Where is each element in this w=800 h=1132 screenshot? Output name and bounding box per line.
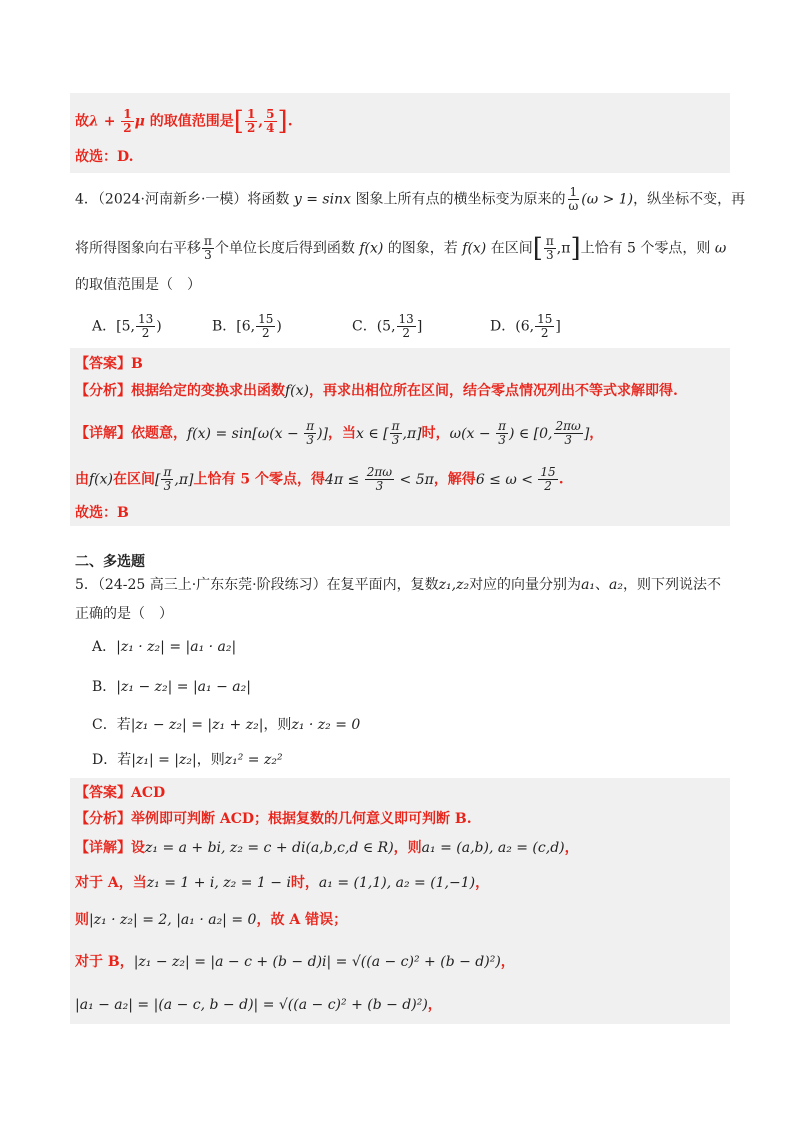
q5-option-a[interactable]: A．|z₁ · z₂| = |a₁ · a₂| [92,639,237,655]
fraction: $\frac{5}{4}$ [266,107,275,135]
q5-case-b: 对于 B，|z₁ − z₂| = |a − c + (b − d)i| = √((a − c)² + (b − d)²)， [75,954,515,970]
fraction: $\frac{\pi}{3}$ [545,234,554,262]
q5-option-d[interactable]: D．若|z₁| = |z₂|，则z₁² = z₂² [92,752,283,768]
q5-case-a: 对于 A，当z₁ = 1 + i, z₂ = 1 − i时，a₁ = (1,1), a₂ = (1,−1)， [75,875,490,891]
section-heading: 二、多选题 [75,554,145,570]
q4-stem-line3: 的取值范围是（ ） [75,277,201,293]
q4-derivation: 由f(x)在区间[ $\frac{\pi}{3}$ ,π]上恰有 5 个零点，得4π ≤ $\frac{2\pi\omega}{3}$ < 5π，解得6 ≤ ω < $\frac{15}{2}$ . [75,465,564,493]
q5-answer: 【答案】ACD [75,785,166,801]
fraction: $\frac{1}{\omega}$ [568,185,579,213]
fraction: $\frac{\pi}{3}$ [204,234,212,262]
q5-case-b-vector: |a₁ − a₂| = |(a − c, b − d)| = √((a − c)² + (b − d)²)， [75,997,442,1013]
q4-option-d[interactable]: D．(6, $\frac{15}{2}$ ] [490,312,561,340]
q5-option-c[interactable]: C．若|z₁ − z₂| = |z₁ + z₂|，则z₁ · z₂ = 0 [92,717,361,733]
q4-option-a[interactable]: A．[5, $\frac{13}{2}$ ) [92,312,162,340]
q4-stem-line1: 4．（2024·河南新乡·一模）将函数 y = sinx 图象上所有点的横坐标变为原来的 $\frac{1}{\omega}$ (ω > 1)，纵坐标不变，再 [75,185,746,213]
q4-option-b[interactable]: B．[6, $\frac{15}{2}$ ) [212,312,282,340]
fraction: $\frac{1}{2}$ [123,107,132,135]
q5-stem-line2: 正确的是（ ） [75,606,173,622]
q4-analysis: 【分析】根据给定的变换求出函数f(x)，再求出相位所在区间，结合零点情况列出不等式求解即得. [75,383,678,399]
q4-stem-line2: 将所得图象向右平移 $\frac{\pi}{3}$ 个单位长度后得到函数 f(x) 的图象，若 f(x) 在区间[ $\frac{\pi}{3}$ ,π]上恰有 5 个零点，则 ω [75,233,727,264]
q5-analysis: 【分析】举例即可判断 ACD；根据复数的几何意义即可判断 B. [75,811,472,827]
q3-choose: 故选：D. [75,149,134,165]
q4-choose: 故选：B [75,505,129,521]
fraction: $\frac{1}{2}$ [246,107,256,135]
q4-detail: 【详解】依题意，f(x) = sin[ω(x − $\frac{\pi}{3}$ )]，当x ∈ [ $\frac{\pi}{3}$ ,π]时，ω(x − $\frac{\pi}{3}$ ) ∈ [0, $\frac{2\pi\omega}{3}$ ]， [75,419,604,447]
q5-stem-line1: 5．（24-25 高三上·广东东莞·阶段练习）在复平面内，复数z₁,z₂对应的向量分别为a₁、a₂，则下列说法不 [75,577,721,593]
q5-detail: 【详解】设z₁ = a + bi, z₂ = c + di(a,b,c,d ∈ R)，则a₁ = (a,b), a₂ = (c,d)， [75,840,579,856]
q4-option-c[interactable]: C．(5, $\frac{13}{2}$ ] [352,312,423,340]
q5-option-b[interactable]: B．|z₁ − z₂| = |a₁ − a₂| [92,679,251,695]
q3-conclusion: 故λ + $\frac{1}{2}$ μ 的取值范围是[ $\frac{1}{2}$ , $\frac{5}{4}$ ]. [75,106,293,137]
q5-case-a-result: 则|z₁ · z₂| = 2, |a₁ · a₂| = 0，故 A 错误； [75,912,348,928]
q4-answer: 【答案】B [75,356,143,372]
